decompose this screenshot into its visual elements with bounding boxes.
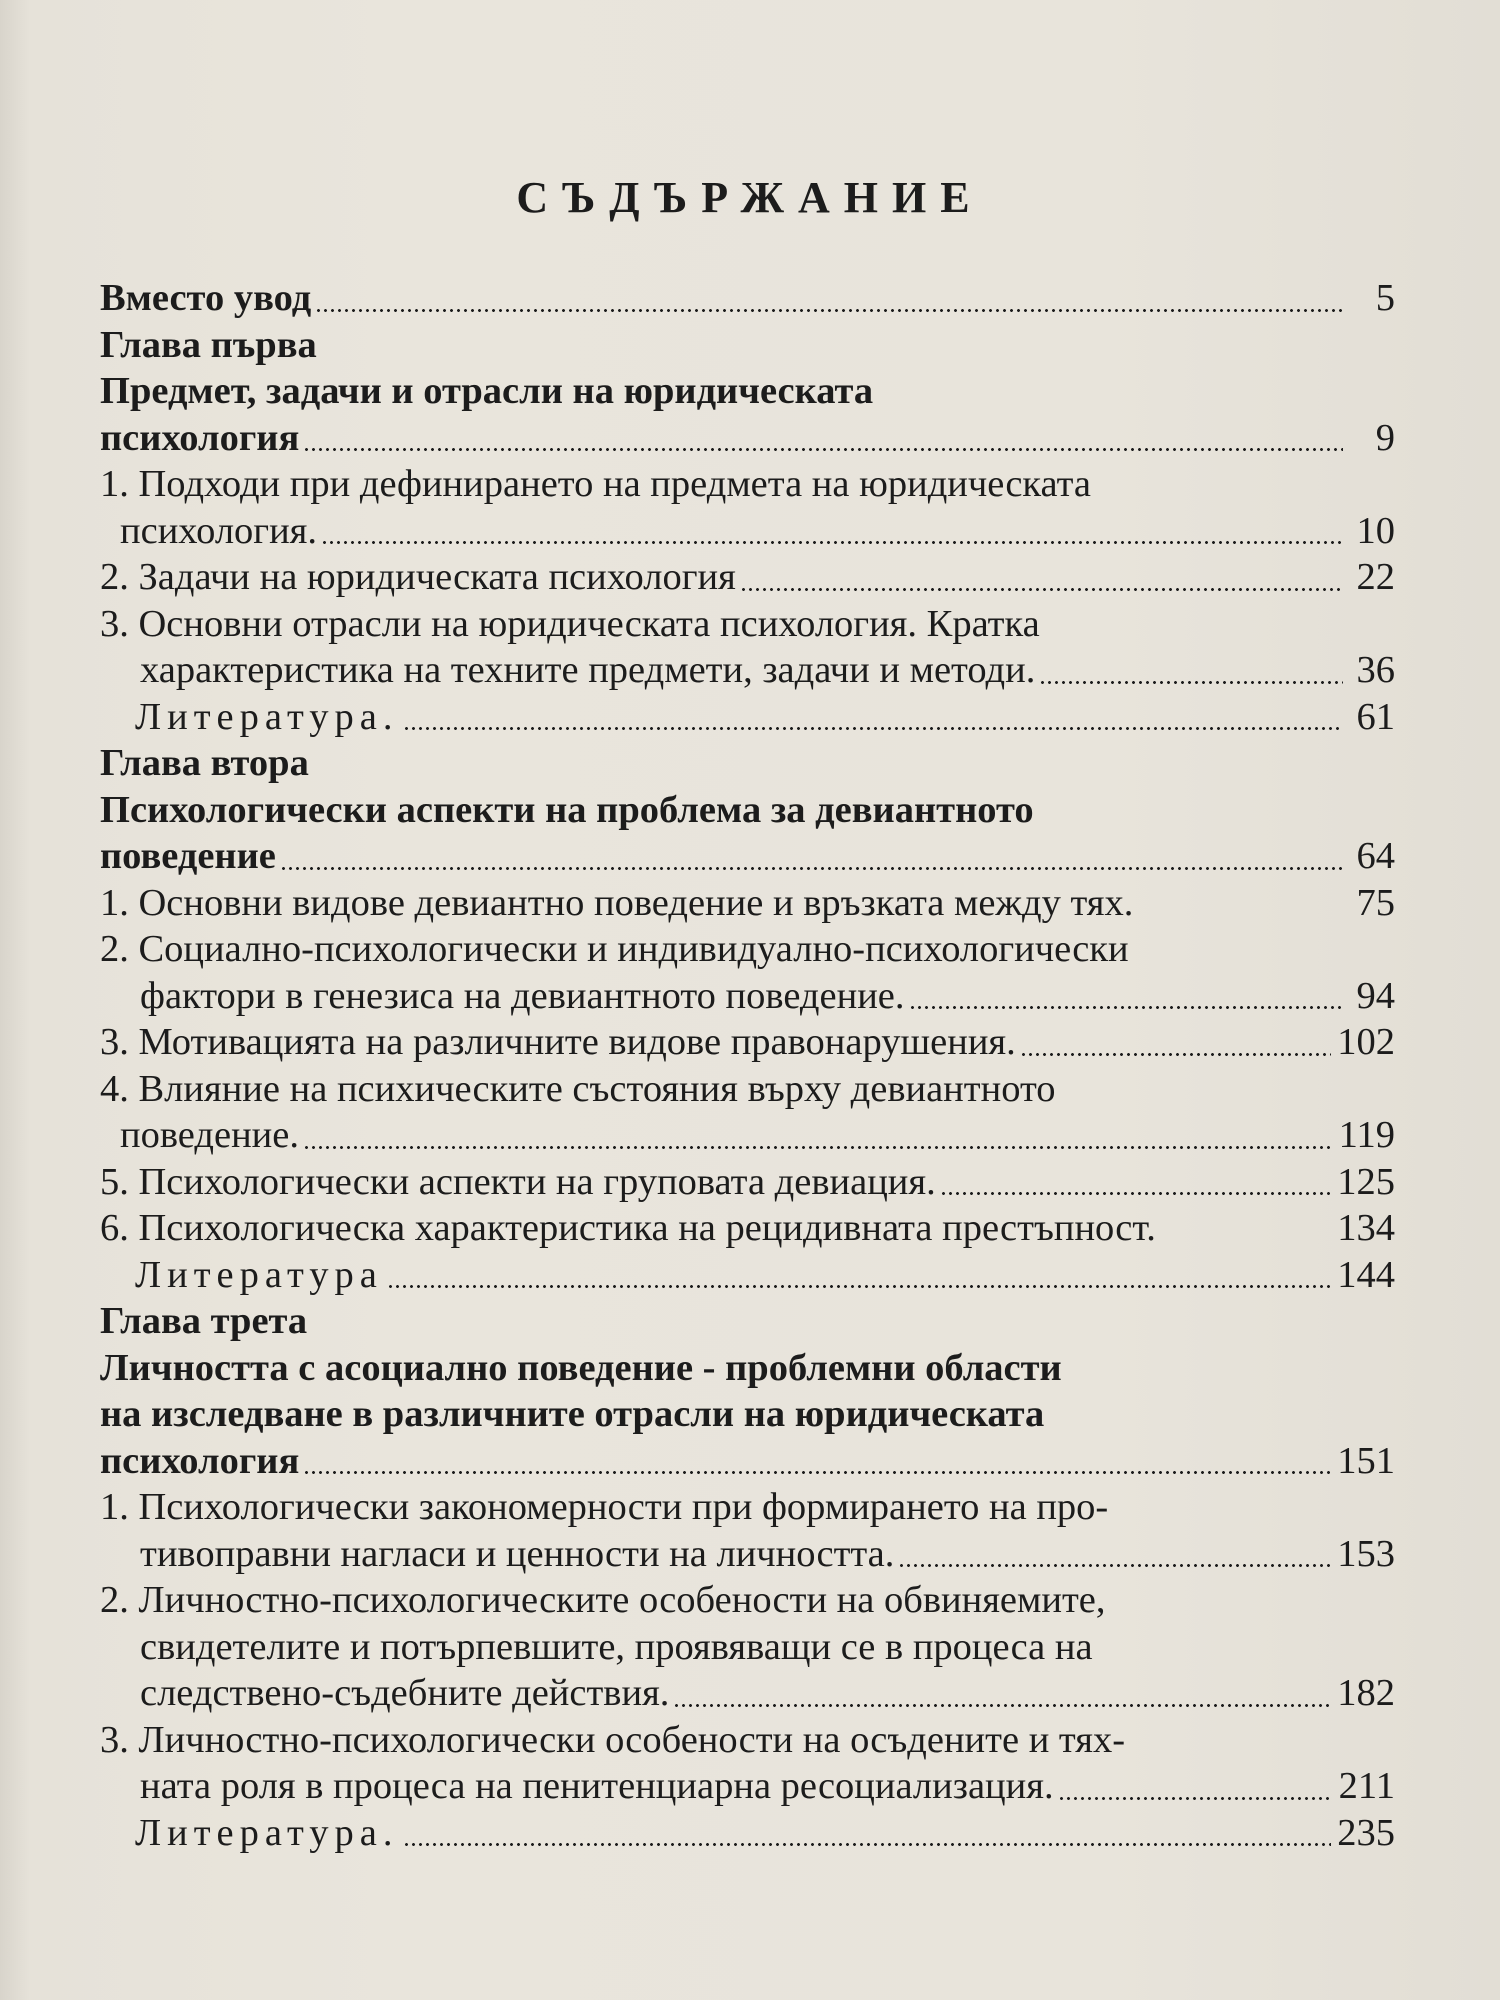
dot-leader bbox=[303, 448, 1343, 451]
toc-page-number: 235 bbox=[1337, 1811, 1395, 1854]
toc-entry-text: на изследване в различните отрасли на юридическата bbox=[100, 1393, 1045, 1435]
toc-entry bbox=[100, 1159, 1395, 1206]
literature-entry bbox=[100, 1252, 1395, 1299]
toc-entry bbox=[100, 1205, 1395, 1252]
toc-entry-text: психология. bbox=[120, 509, 318, 552]
dot-leader bbox=[1020, 1053, 1331, 1056]
toc-entry bbox=[100, 1484, 1395, 1531]
dot-leader bbox=[909, 1006, 1343, 1009]
dot-leader bbox=[303, 1146, 1333, 1149]
toc-entry bbox=[100, 973, 1395, 1020]
page-title: СЪДЪРЖАНИЕ bbox=[516, 173, 984, 222]
toc-entry bbox=[100, 833, 1395, 880]
toc-entry bbox=[100, 275, 1395, 322]
dot-leader bbox=[321, 541, 1343, 544]
toc-entry-text: 5. Психологически аспекти на груповата девиация. bbox=[100, 1160, 936, 1203]
dot-leader bbox=[315, 309, 1343, 312]
toc-entry bbox=[100, 554, 1395, 601]
toc-entry-text: Вместо увод bbox=[100, 277, 312, 319]
dot-leader bbox=[898, 1564, 1331, 1567]
dot-leader bbox=[1039, 681, 1343, 684]
toc-entry-text: психология bbox=[100, 416, 300, 459]
toc-entry bbox=[100, 1717, 1395, 1764]
toc-entry-text: Личността с асоциално поведение - проблемни области bbox=[100, 1346, 1062, 1389]
toc-entry bbox=[100, 601, 1395, 648]
toc-page-number: 64 bbox=[1356, 835, 1395, 877]
toc-entry-text: 1. Психологически закономерности при формирането на про- bbox=[100, 1486, 1109, 1528]
toc-page-number: 9 bbox=[1375, 416, 1395, 459]
toc-page-number: 153 bbox=[1337, 1532, 1395, 1575]
toc-entry-text: поведение. bbox=[120, 1114, 299, 1156]
toc-entry-text: 2. Задачи на юридическата психология bbox=[100, 556, 736, 598]
toc-entry bbox=[100, 415, 1395, 462]
toc-entry bbox=[100, 1763, 1395, 1810]
toc-entry bbox=[100, 1670, 1395, 1717]
toc-entry bbox=[100, 1531, 1395, 1578]
toc-entry-text: 3. Личностно-психологически особености на осъдените и тях- bbox=[100, 1718, 1126, 1761]
dot-leader bbox=[673, 1704, 1331, 1707]
toc-page-number: 182 bbox=[1337, 1672, 1395, 1714]
toc-entry bbox=[100, 1019, 1395, 1066]
toc-entry-text: 2. Социално-психологически и индивидуално-психологически bbox=[100, 928, 1129, 970]
toc-entry-text: 3. Основни отрасли на юридическата психология. Кратка bbox=[100, 602, 1040, 645]
dot-leader bbox=[280, 867, 1343, 870]
toc-entry-text: Литература. bbox=[135, 1811, 399, 1854]
toc-entry bbox=[100, 926, 1395, 973]
toc-entry-text: Глава трета bbox=[100, 1300, 308, 1342]
toc-page-number: 134 bbox=[1337, 1207, 1395, 1249]
toc-entry-text: Психологически аспекти на проблема за девиантното bbox=[100, 788, 1034, 831]
toc-entry bbox=[100, 508, 1395, 555]
literature-entry bbox=[100, 1810, 1395, 1857]
chapter-title bbox=[100, 787, 1395, 834]
toc-entry-text: фактори в генезиса на девиантното поведение. bbox=[140, 974, 905, 1017]
toc-entry-text: 6. Психологическа характеристика на рецидивната престъпност. bbox=[100, 1207, 1156, 1249]
toc-page-number: 151 bbox=[1337, 1439, 1395, 1482]
toc-entry-text: 1. Основни видове девиантно поведение и връзката между тях. bbox=[100, 881, 1134, 924]
toc-entry-text: 2. Личностно-психологическите особености на обвиняемите, bbox=[100, 1579, 1106, 1621]
toc-entry-text: поведение bbox=[100, 835, 276, 877]
toc-entry-text: тивоправни нагласи и ценности на личността. bbox=[140, 1532, 895, 1575]
toc-entry bbox=[100, 1624, 1395, 1671]
toc-entry bbox=[100, 880, 1395, 927]
toc-entry-text: Предмет, задачи и отрасли на юридическата bbox=[100, 370, 874, 412]
toc-page-number: 144 bbox=[1337, 1253, 1395, 1296]
toc-page-number: 211 bbox=[1338, 1765, 1395, 1807]
toc-entry bbox=[100, 1577, 1395, 1624]
toc-entry-text: 1. Подходи при дефинирането на предмета на юридическата bbox=[100, 463, 1091, 505]
toc-page-number: 22 bbox=[1356, 556, 1395, 598]
toc-entry-text: Глава първа bbox=[100, 323, 317, 366]
dot-leader bbox=[403, 727, 1343, 730]
toc-page-number: 36 bbox=[1356, 649, 1395, 691]
toc-entry-text: Глава втора bbox=[100, 742, 309, 784]
toc-page-number: 10 bbox=[1356, 509, 1395, 552]
toc-entry-text: 4. Влияние на психическите състояния върху девиантното bbox=[100, 1067, 1056, 1110]
chapter-title bbox=[100, 1345, 1395, 1392]
chapter-heading bbox=[100, 1298, 1395, 1345]
toc-page-number: 75 bbox=[1356, 881, 1395, 924]
dot-leader bbox=[940, 1192, 1332, 1195]
dot-leader bbox=[387, 1285, 1331, 1288]
dot-leader bbox=[403, 1843, 1332, 1846]
toc-entry bbox=[100, 1112, 1395, 1159]
table-of-contents bbox=[100, 275, 1395, 1856]
toc-page-number: 119 bbox=[1338, 1114, 1395, 1156]
dot-leader bbox=[1058, 1797, 1333, 1800]
toc-entry bbox=[100, 461, 1395, 508]
toc-entry-text: характеристика на техните предмети, задачи и методи. bbox=[140, 649, 1036, 691]
chapter-title bbox=[100, 1391, 1395, 1438]
chapter-heading bbox=[100, 322, 1395, 369]
toc-page-number: 5 bbox=[1375, 277, 1395, 319]
literature-entry bbox=[100, 694, 1395, 741]
toc-page-number: 94 bbox=[1356, 974, 1395, 1017]
toc-entry bbox=[100, 647, 1395, 694]
toc-page-number: 61 bbox=[1356, 695, 1395, 738]
toc-page-number: 125 bbox=[1337, 1160, 1395, 1203]
chapter-heading bbox=[100, 740, 1395, 787]
toc-entry-text: психология bbox=[100, 1439, 300, 1482]
toc-entry-text: свидетелите и потърпевшите, проявяващи се в процеса на bbox=[140, 1625, 1093, 1668]
toc-entry-text: Литература. bbox=[135, 695, 399, 738]
toc-entry-text: Литература bbox=[135, 1253, 383, 1296]
toc-page-number: 102 bbox=[1337, 1021, 1395, 1063]
dot-leader bbox=[740, 588, 1343, 591]
dot-leader bbox=[303, 1471, 1331, 1474]
toc-entry-text: ната роля в процеса на пенитенциарна ресоциализация. bbox=[140, 1765, 1054, 1807]
chapter-title bbox=[100, 368, 1395, 415]
toc-entry-text: 3. Мотивацията на различните видове правонарушения. bbox=[100, 1021, 1016, 1063]
toc-entry-text: следствено-съдебните действия. bbox=[140, 1672, 670, 1714]
toc-entry bbox=[100, 1438, 1395, 1485]
toc-entry bbox=[100, 1066, 1395, 1113]
